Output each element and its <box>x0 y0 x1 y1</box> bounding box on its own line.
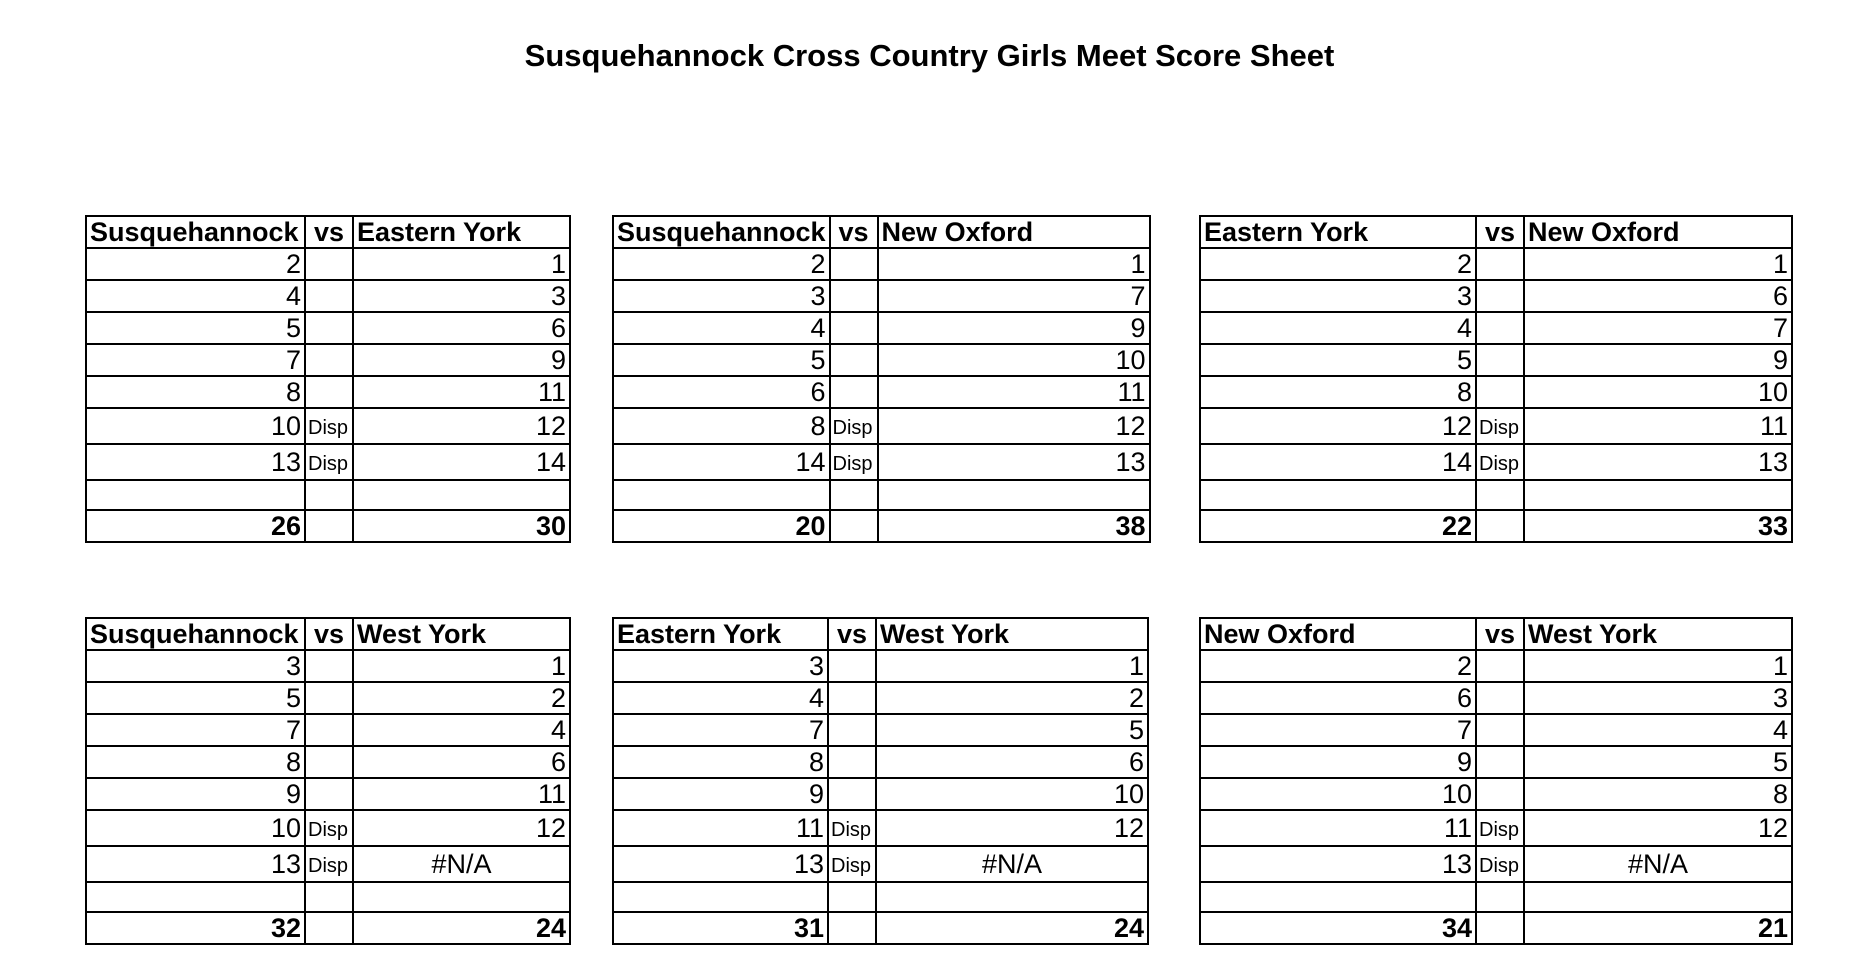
table-row <box>86 778 570 810</box>
team-b-place: #N/A <box>1524 846 1792 882</box>
displacer-note: Disp <box>305 444 353 480</box>
table-row <box>1200 280 1792 312</box>
table-row <box>613 682 1148 714</box>
displacer-note <box>830 280 878 312</box>
displacer-note <box>305 376 353 408</box>
table-row <box>86 280 570 312</box>
displacer-note: Disp <box>1476 846 1524 882</box>
team-a-place: 4 <box>613 312 830 344</box>
team-b-place: 11 <box>353 376 570 408</box>
team-b-total: 24 <box>876 912 1148 944</box>
team-a-place: 14 <box>613 444 830 480</box>
team-a-place: 13 <box>86 444 305 480</box>
team-b-place: 6 <box>353 312 570 344</box>
team-a-place: 7 <box>613 714 828 746</box>
team-b-place: 1 <box>353 650 570 682</box>
displacer-note <box>828 778 876 810</box>
team-b-place: #N/A <box>353 846 570 882</box>
table-row <box>86 376 570 408</box>
team-b-place: 9 <box>353 344 570 376</box>
table-row <box>613 344 1150 376</box>
table-header-row <box>613 216 1150 248</box>
table-row <box>86 810 570 846</box>
team-a-place: 7 <box>86 344 305 376</box>
table-row <box>86 650 570 682</box>
total-spacer <box>305 912 353 944</box>
displacer-note <box>305 344 353 376</box>
team-b-place: 7 <box>878 280 1150 312</box>
team-a-place: 14 <box>1200 444 1476 480</box>
table-row <box>613 312 1150 344</box>
team-b-place: 12 <box>353 408 570 444</box>
team-a-place <box>613 882 828 912</box>
displacer-note <box>305 480 353 510</box>
table-header-row <box>613 618 1148 650</box>
team-b-place: 12 <box>878 408 1150 444</box>
displacer-note: Disp <box>830 408 878 444</box>
displacer-note: Disp <box>828 846 876 882</box>
team-a-place <box>613 480 830 510</box>
team-a-name: New Oxford <box>1200 618 1476 650</box>
total-row <box>613 510 1150 542</box>
team-b-total: 30 <box>353 510 570 542</box>
displacer-note <box>830 480 878 510</box>
team-b-place: 6 <box>1524 280 1792 312</box>
team-b-place: 12 <box>876 810 1148 846</box>
displacer-note <box>828 746 876 778</box>
team-a-place: 2 <box>613 248 830 280</box>
team-b-place: #N/A <box>876 846 1148 882</box>
displacer-note <box>1476 344 1524 376</box>
team-b-place: 11 <box>1524 408 1792 444</box>
vs-label: vs <box>1476 216 1524 248</box>
table-row <box>1200 846 1792 882</box>
team-b-place <box>876 882 1148 912</box>
table-row <box>1200 480 1792 510</box>
page-title: Susquehannock Cross Country Girls Meet Score Sheet <box>524 38 1335 73</box>
displacer-note <box>828 714 876 746</box>
team-b-place: 12 <box>1524 810 1792 846</box>
team-b-total: 24 <box>353 912 570 944</box>
displacer-note <box>1476 746 1524 778</box>
team-a-place: 8 <box>1200 376 1476 408</box>
team-a-place: 9 <box>86 778 305 810</box>
score-table <box>85 215 571 543</box>
team-b-place: 6 <box>353 746 570 778</box>
total-row <box>86 510 570 542</box>
displacer-note <box>305 778 353 810</box>
team-a-place <box>86 480 305 510</box>
total-row <box>1200 510 1792 542</box>
team-b-place: 11 <box>353 778 570 810</box>
team-a-place: 2 <box>86 248 305 280</box>
displacer-note <box>305 312 353 344</box>
team-a-name: Eastern York <box>1200 216 1476 248</box>
table-row <box>1200 778 1792 810</box>
team-a-place: 10 <box>1200 778 1476 810</box>
team-b-place <box>1524 882 1792 912</box>
total-spacer <box>1476 510 1524 542</box>
table-row <box>1200 248 1792 280</box>
team-a-place: 6 <box>613 376 830 408</box>
team-b-place: 2 <box>876 682 1148 714</box>
score-table <box>1199 215 1793 543</box>
displacer-note: Disp <box>1476 408 1524 444</box>
team-b-place: 5 <box>876 714 1148 746</box>
team-b-name: Eastern York <box>353 216 570 248</box>
team-a-place: 7 <box>1200 714 1476 746</box>
displacer-note <box>1476 714 1524 746</box>
team-a-place: 9 <box>613 778 828 810</box>
team-b-place: 1 <box>876 650 1148 682</box>
team-a-place: 3 <box>613 650 828 682</box>
displacer-note <box>1476 682 1524 714</box>
displacer-note: Disp <box>1476 444 1524 480</box>
team-a-place: 4 <box>86 280 305 312</box>
displacer-note <box>305 650 353 682</box>
total-row <box>86 912 570 944</box>
score-table <box>85 617 571 945</box>
team-a-place: 5 <box>86 312 305 344</box>
team-b-place: 6 <box>876 746 1148 778</box>
table-row <box>86 444 570 480</box>
table-row <box>613 810 1148 846</box>
displacer-note <box>305 682 353 714</box>
table-row <box>613 480 1150 510</box>
displacer-note <box>305 714 353 746</box>
table-row <box>86 882 570 912</box>
table-row <box>1200 810 1792 846</box>
displacer-note <box>1476 248 1524 280</box>
displacer-note <box>828 650 876 682</box>
displacer-note <box>305 280 353 312</box>
displacer-note: Disp <box>830 444 878 480</box>
displacer-note: Disp <box>1476 810 1524 846</box>
displacer-note: Disp <box>828 810 876 846</box>
team-b-name: West York <box>876 618 1148 650</box>
team-b-place: 13 <box>878 444 1150 480</box>
team-b-place: 2 <box>353 682 570 714</box>
table-row <box>1200 444 1792 480</box>
total-row <box>613 912 1148 944</box>
team-b-name: New Oxford <box>878 216 1150 248</box>
team-a-name: Susquehannock <box>613 216 830 248</box>
team-b-place: 11 <box>878 376 1150 408</box>
team-b-place: 1 <box>1524 650 1792 682</box>
team-b-place: 9 <box>1524 344 1792 376</box>
table-row <box>1200 408 1792 444</box>
team-b-place: 5 <box>1524 746 1792 778</box>
table-header-row <box>1200 216 1792 248</box>
vs-label: vs <box>830 216 878 248</box>
team-b-total: 21 <box>1524 912 1792 944</box>
displacer-note: Disp <box>305 846 353 882</box>
team-a-name: Susquehannock <box>86 216 305 248</box>
team-b-place: 1 <box>878 248 1150 280</box>
team-a-place: 4 <box>1200 312 1476 344</box>
team-a-place: 7 <box>86 714 305 746</box>
team-b-place: 7 <box>1524 312 1792 344</box>
team-a-place: 3 <box>1200 280 1476 312</box>
total-spacer <box>830 510 878 542</box>
team-a-place: 11 <box>613 810 828 846</box>
team-b-place: 12 <box>353 810 570 846</box>
vs-label: vs <box>305 216 353 248</box>
team-b-total: 38 <box>878 510 1150 542</box>
table-row <box>86 846 570 882</box>
team-a-place: 13 <box>613 846 828 882</box>
team-a-place: 8 <box>86 746 305 778</box>
team-a-place: 10 <box>86 408 305 444</box>
team-a-place: 13 <box>1200 846 1476 882</box>
table-row <box>613 280 1150 312</box>
displacer-note <box>830 344 878 376</box>
score-table <box>612 617 1149 945</box>
displacer-note <box>830 376 878 408</box>
team-a-place: 12 <box>1200 408 1476 444</box>
team-b-place: 4 <box>353 714 570 746</box>
table-row <box>1200 882 1792 912</box>
team-a-place: 10 <box>86 810 305 846</box>
team-b-place <box>353 480 570 510</box>
team-b-place: 9 <box>878 312 1150 344</box>
team-b-name: West York <box>1524 618 1792 650</box>
score-table <box>612 215 1151 543</box>
displacer-note <box>305 248 353 280</box>
displacer-note <box>305 746 353 778</box>
team-a-total: 34 <box>1200 912 1476 944</box>
table-row <box>613 408 1150 444</box>
total-spacer <box>828 912 876 944</box>
team-a-place: 13 <box>86 846 305 882</box>
team-a-place: 11 <box>1200 810 1476 846</box>
displacer-note <box>1476 312 1524 344</box>
displacer-note <box>1476 280 1524 312</box>
displacer-note <box>1476 778 1524 810</box>
table-header-row <box>86 216 570 248</box>
displacer-note <box>305 882 353 912</box>
total-spacer <box>1476 912 1524 944</box>
table-row <box>613 650 1148 682</box>
team-a-place: 4 <box>613 682 828 714</box>
table-header-row <box>86 618 570 650</box>
team-a-total: 20 <box>613 510 830 542</box>
table-row <box>613 248 1150 280</box>
team-b-place: 10 <box>1524 376 1792 408</box>
table-row <box>1200 376 1792 408</box>
team-a-place: 8 <box>86 376 305 408</box>
team-b-name: New Oxford <box>1524 216 1792 248</box>
displacer-note <box>830 312 878 344</box>
team-a-total: 31 <box>613 912 828 944</box>
vs-label: vs <box>305 618 353 650</box>
vs-label: vs <box>1476 618 1524 650</box>
team-b-place: 13 <box>1524 444 1792 480</box>
displacer-note: Disp <box>305 810 353 846</box>
displacer-note <box>1476 376 1524 408</box>
displacer-note <box>828 682 876 714</box>
team-a-total: 26 <box>86 510 305 542</box>
table-row <box>1200 746 1792 778</box>
displacer-note <box>828 882 876 912</box>
team-a-total: 22 <box>1200 510 1476 542</box>
team-a-place: 5 <box>86 682 305 714</box>
team-a-place <box>1200 480 1476 510</box>
table-row <box>613 714 1148 746</box>
team-b-place: 8 <box>1524 778 1792 810</box>
team-a-place: 5 <box>1200 344 1476 376</box>
displacer-note <box>830 248 878 280</box>
team-b-place: 10 <box>878 344 1150 376</box>
table-row <box>613 778 1148 810</box>
team-a-name: Eastern York <box>613 618 828 650</box>
table-row <box>613 376 1150 408</box>
team-b-place: 10 <box>876 778 1148 810</box>
table-row <box>1200 344 1792 376</box>
table-row <box>86 344 570 376</box>
vs-label: vs <box>828 618 876 650</box>
table-row <box>613 746 1148 778</box>
table-row <box>1200 682 1792 714</box>
team-a-place: 9 <box>1200 746 1476 778</box>
total-spacer <box>305 510 353 542</box>
team-a-place: 3 <box>86 650 305 682</box>
table-header-row <box>1200 618 1792 650</box>
team-b-place: 14 <box>353 444 570 480</box>
table-row <box>613 846 1148 882</box>
team-b-place: 3 <box>1524 682 1792 714</box>
team-b-total: 33 <box>1524 510 1792 542</box>
team-a-place: 6 <box>1200 682 1476 714</box>
team-a-place: 2 <box>1200 248 1476 280</box>
displacer-note: Disp <box>305 408 353 444</box>
team-a-place: 5 <box>613 344 830 376</box>
team-a-place: 8 <box>613 746 828 778</box>
team-a-place: 2 <box>1200 650 1476 682</box>
team-b-place: 1 <box>1524 248 1792 280</box>
table-row <box>613 444 1150 480</box>
table-row <box>86 682 570 714</box>
team-a-place: 3 <box>613 280 830 312</box>
team-a-total: 32 <box>86 912 305 944</box>
team-a-place <box>86 882 305 912</box>
total-row <box>1200 912 1792 944</box>
table-row <box>86 248 570 280</box>
displacer-note <box>1476 480 1524 510</box>
team-b-name: West York <box>353 618 570 650</box>
team-b-place: 3 <box>353 280 570 312</box>
table-row <box>613 882 1148 912</box>
team-b-place <box>1524 480 1792 510</box>
table-row <box>86 746 570 778</box>
team-a-name: Susquehannock <box>86 618 305 650</box>
table-row <box>86 312 570 344</box>
table-row <box>1200 312 1792 344</box>
table-row <box>86 480 570 510</box>
table-row <box>1200 714 1792 746</box>
team-b-place: 4 <box>1524 714 1792 746</box>
table-row <box>86 714 570 746</box>
displacer-note <box>1476 882 1524 912</box>
table-row <box>1200 650 1792 682</box>
table-row <box>86 408 570 444</box>
score-table <box>1199 617 1793 945</box>
team-b-place <box>353 882 570 912</box>
team-b-place <box>878 480 1150 510</box>
team-a-place: 8 <box>613 408 830 444</box>
team-a-place <box>1200 882 1476 912</box>
team-b-place: 1 <box>353 248 570 280</box>
displacer-note <box>1476 650 1524 682</box>
